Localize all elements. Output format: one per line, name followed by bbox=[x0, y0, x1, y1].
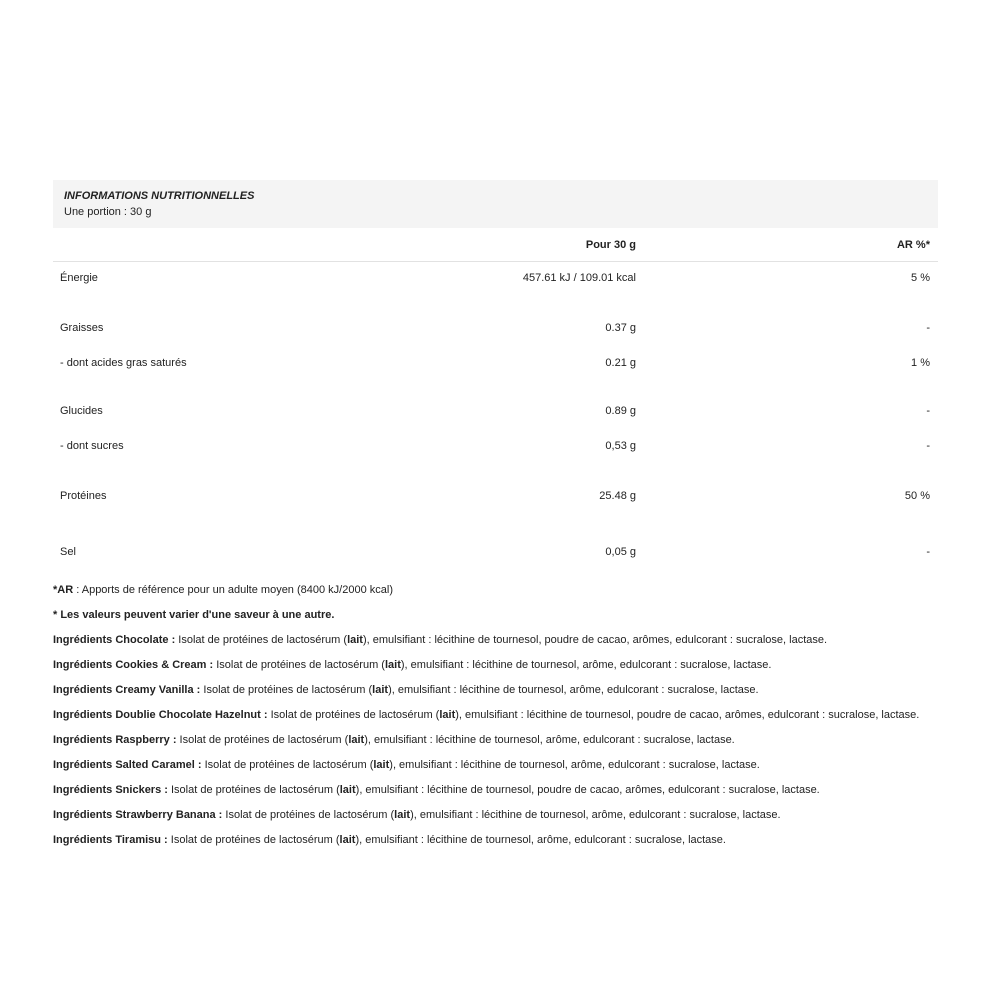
nutrient-name: Graisses bbox=[60, 322, 104, 334]
ingredients-item bbox=[53, 808, 938, 823]
ar-footnote-text: : Apports de référence pour un adulte moyen (8400 kJ/2000 kcal) bbox=[73, 584, 393, 596]
ingredients-item bbox=[53, 658, 938, 673]
allergen: lait bbox=[348, 734, 365, 746]
ingredients-label: Ingrédients Salted Caramel : bbox=[53, 759, 205, 771]
ingredients-text: Isolat de protéines de lactosérum ( bbox=[178, 634, 348, 646]
nutrient-name: Énergie bbox=[60, 271, 98, 284]
nutrient-value: 0.37 g bbox=[605, 322, 636, 334]
table-header-row bbox=[53, 228, 938, 262]
ingredients-label: Ingrédients Creamy Vanilla : bbox=[53, 684, 204, 696]
nutrient-name: - dont sucres bbox=[60, 439, 124, 452]
table-row bbox=[53, 293, 938, 349]
nutrition-header bbox=[53, 180, 938, 228]
nutrient-value: 25.48 g bbox=[599, 490, 636, 502]
ingredients-item bbox=[53, 683, 938, 698]
ingredients-text: Isolat de protéines de lactosérum ( bbox=[216, 659, 385, 671]
ingredients-label: Ingrédients Chocolate : bbox=[53, 634, 179, 646]
nutrient-ar: 5 % bbox=[911, 271, 930, 284]
allergen: lait bbox=[347, 634, 363, 646]
column-header-per-portion: Pour 30 g bbox=[453, 228, 636, 262]
nutrient-name: Protéines bbox=[60, 490, 107, 502]
nutrient-value: 0.89 g bbox=[605, 405, 636, 417]
nutrient-ar: 1 % bbox=[911, 356, 930, 369]
ingredients-item bbox=[53, 783, 938, 798]
nutrient-ar: - bbox=[926, 546, 930, 558]
nutrient-value: 0.21 g bbox=[605, 356, 636, 369]
ingredients-label: Ingrédients Strawberry Banana : bbox=[53, 809, 226, 821]
column-header-nutrient bbox=[53, 228, 453, 262]
table-row bbox=[53, 517, 938, 573]
ingredients-text: Isolat de protéines de lactosérum ( bbox=[179, 734, 349, 746]
notes-section bbox=[53, 583, 938, 848]
ingredients-text: Isolat de protéines de lactosérum ( bbox=[170, 784, 340, 796]
ingredients-text: ), emulsifiant : lécithine de tournesol, arôme, edulcorant : sucralose, lactase. bbox=[364, 734, 735, 746]
table-row bbox=[53, 262, 938, 294]
variation-note-text: * Les valeurs peuvent varier d'une saveur à une autre. bbox=[53, 609, 335, 621]
ingredients-label: Ingrédients Cookies & Cream : bbox=[53, 659, 217, 671]
table-row bbox=[53, 432, 938, 459]
allergen: lait bbox=[339, 834, 356, 846]
column-header-ar: AR %* bbox=[636, 228, 938, 262]
nutrient-name: Sel bbox=[60, 546, 76, 558]
ingredients-text: Isolat de protéines de lactosérum ( bbox=[170, 834, 340, 846]
ingredients-text: ), emulsifiant : lécithine de tournesol, arôme, edulcorant : sucralose, lactase. bbox=[355, 834, 726, 846]
ingredients-text: ), emulsifiant : lécithine de tournesol, poudre de cacao, arômes, edulcorant : sucralose, lactase. bbox=[355, 784, 820, 796]
ingredients-text: ), emulsifiant : lécithine de tournesol, arôme, edulcorant : sucralose, lactase. bbox=[388, 684, 759, 696]
table-row bbox=[53, 376, 938, 432]
ingredients-label: Ingrédients Snickers : bbox=[53, 784, 171, 796]
ingredients-label: Ingrédients Doublie Chocolate Hazelnut : bbox=[53, 709, 271, 721]
nutrient-ar: 50 % bbox=[904, 490, 930, 502]
ingredients-text: ), emulsifiant : lécithine de tournesol, poudre de cacao, arômes, edulcorant : sucralose, lactase. bbox=[455, 709, 920, 721]
ingredients-item bbox=[53, 633, 938, 648]
nutrition-panel bbox=[53, 180, 938, 858]
ingredients-text: Isolat de protéines de lactosérum ( bbox=[270, 709, 440, 721]
ingredients-item bbox=[53, 708, 938, 723]
nutrient-ar: - bbox=[926, 322, 930, 334]
ingredients-item bbox=[53, 833, 938, 848]
ingredients-label: Ingrédients Tiramisu : bbox=[53, 834, 171, 846]
ingredients-text: Isolat de protéines de lactosérum ( bbox=[225, 809, 395, 821]
variation-note bbox=[53, 608, 938, 623]
nutrition-table bbox=[53, 228, 938, 573]
allergen: lait bbox=[373, 759, 390, 771]
table-row bbox=[53, 459, 938, 517]
ingredients-text: ), emulsifiant : lécithine de tournesol, arôme, edulcorant : sucralose, lactase. bbox=[389, 759, 760, 771]
nutrition-title: INFORMATIONS NUTRITIONNELLES bbox=[64, 190, 255, 202]
nutrient-value: 457.61 kJ / 109.01 kcal bbox=[522, 271, 636, 284]
ar-footnote-label: *AR bbox=[53, 584, 74, 596]
ingredients-text: Isolat de protéines de lactosérum ( bbox=[204, 759, 374, 771]
allergen: lait bbox=[439, 709, 456, 721]
ingredients-text: ), emulsifiant : lécithine de tournesol, arôme, edulcorant : sucralose, lactase. bbox=[410, 809, 781, 821]
allergen: lait bbox=[384, 659, 401, 671]
nutrient-name: Glucides bbox=[60, 405, 103, 417]
allergen: lait bbox=[339, 784, 356, 796]
ingredients-text: ), emulsifiant : lécithine de tournesol, poudre de cacao, arômes, edulcorant : sucralose, lactase. bbox=[362, 634, 828, 646]
ar-footnote bbox=[53, 583, 938, 598]
nutrient-value: 0,05 g bbox=[605, 546, 636, 558]
ingredients-label: Ingrédients Raspberry : bbox=[53, 734, 180, 746]
ingredients-text: ), emulsifiant : lécithine de tournesol, arôme, edulcorant : sucralose, lactase. bbox=[400, 659, 772, 671]
portion-size: Une portion : 30 g bbox=[64, 206, 152, 218]
ingredients-item bbox=[53, 758, 938, 773]
nutrient-name: - dont acides gras saturés bbox=[60, 356, 187, 369]
nutrient-value: 0,53 g bbox=[605, 439, 636, 452]
nutrient-ar: - bbox=[926, 439, 930, 452]
allergen: lait bbox=[372, 684, 389, 696]
allergen: lait bbox=[394, 809, 411, 821]
nutrient-ar: - bbox=[926, 405, 930, 417]
ingredients-text: Isolat de protéines de lactosérum ( bbox=[203, 684, 373, 696]
table-row bbox=[53, 349, 938, 376]
ingredients-item bbox=[53, 733, 938, 748]
